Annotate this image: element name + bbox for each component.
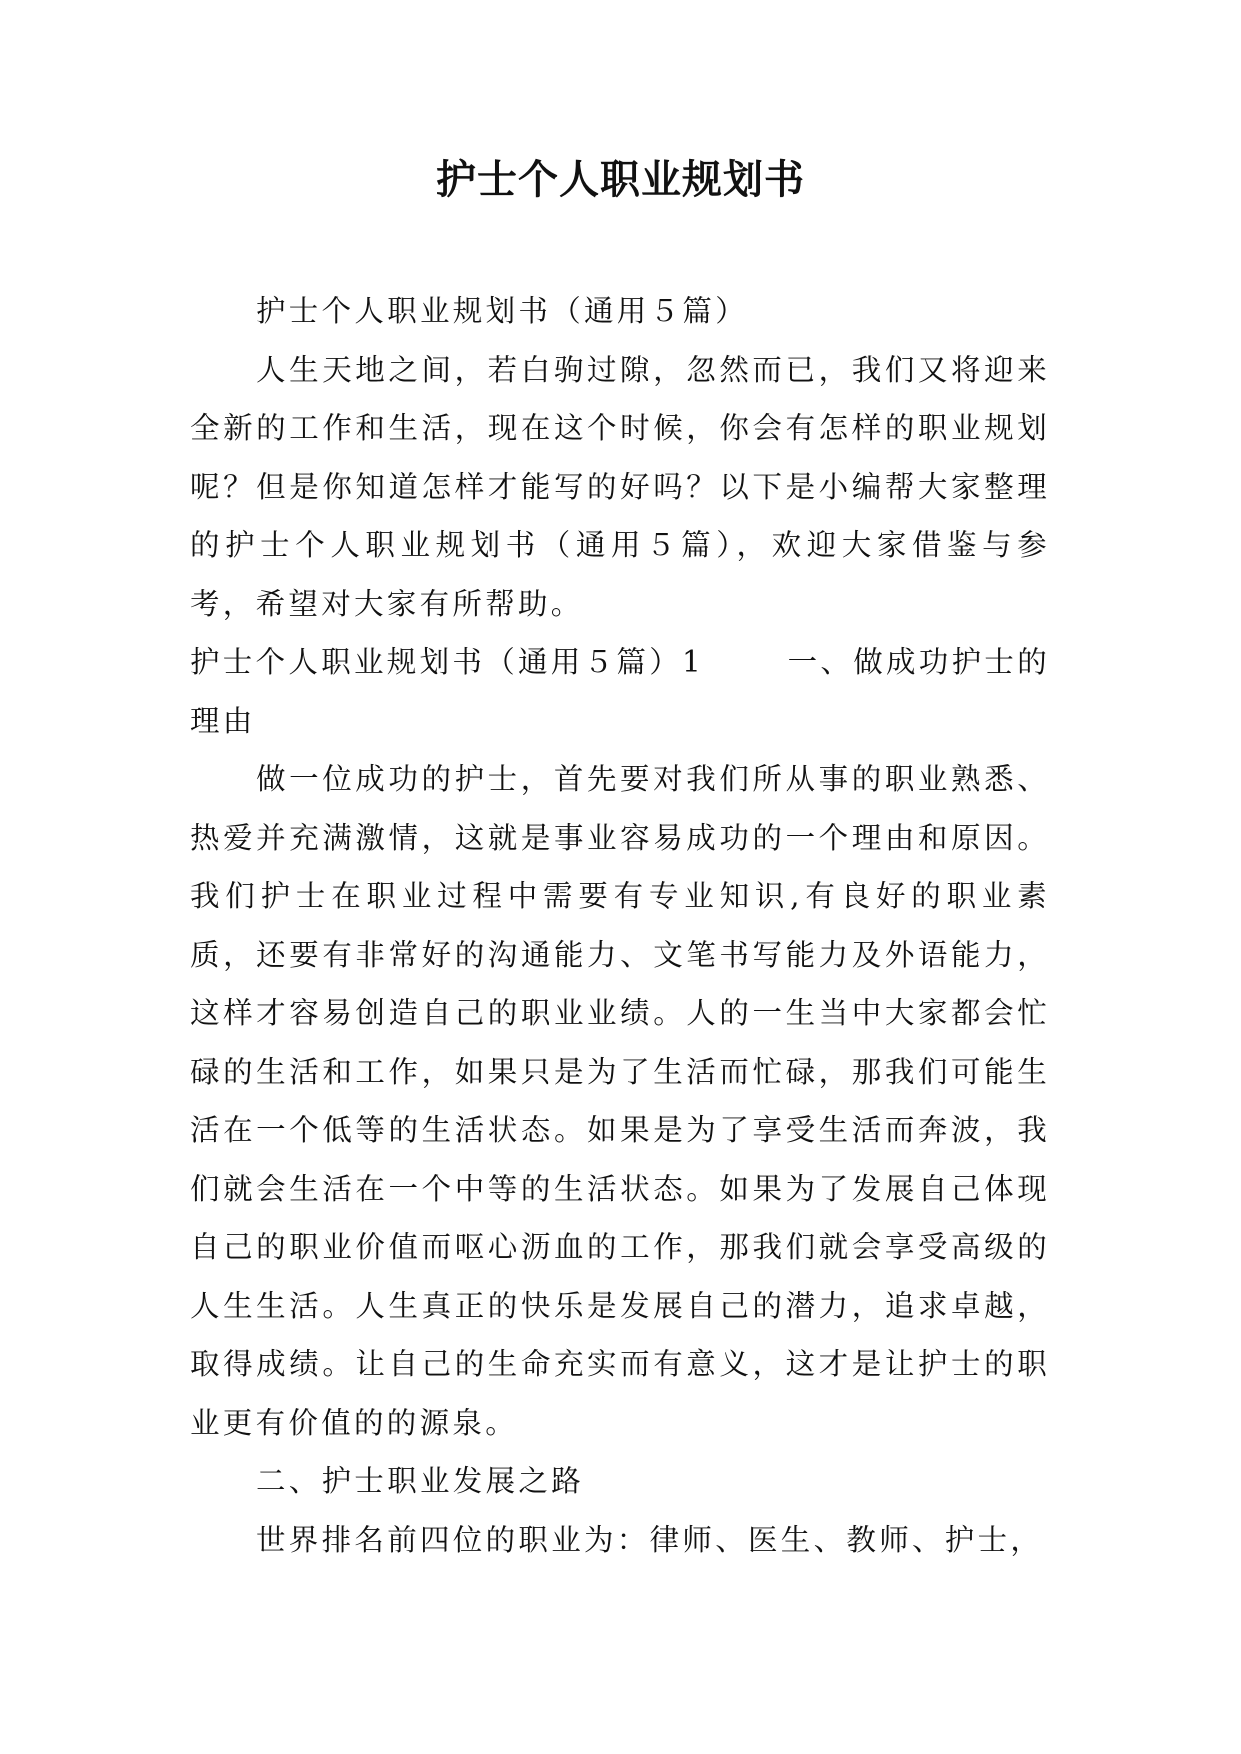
article-heading-row bbox=[190, 633, 1050, 692]
section1-heading-continued: 理由 bbox=[190, 703, 256, 738]
article-heading: 护士个人职业规划书（通用５篇）1 bbox=[190, 645, 705, 679]
section2-heading: 二、护士职业发展之路 bbox=[256, 1464, 585, 1498]
section1-heading: 一、做成功护士的 bbox=[787, 645, 1050, 679]
document-body bbox=[190, 282, 1050, 1569]
document-title: 护士个人职业规划书 bbox=[436, 156, 805, 203]
section1-paragraph: 做一位成功的护士，首先要对我们所从事的职业熟悉、热爱并充满激情，这就是事业容易成功的一个理由和原因。我们护士在职业过程中需要有专业知识,有良好的职业素质，还要有非常好的沟通能力、文笔书写能力及外语能力，这样才容易创造自己的职业业绩。人的一生当中大家都会忙碌的生活和工作，如果只是为了生活而忙碌，那我们可能生活在一个低等的生活状态。如果是为了享受生活而奔波，我们就会生活在一个中等的生活状态。如果为了发展自己体现自己的职业价值而呕心沥血的工作，那我们就会享受高级的人生生活。人生真正的快乐是发展自己的潜力，追求卓越，取得成绩。让自己的生命充实而有意义，这才是让护士的职业更有价值的的源泉。 bbox=[190, 762, 1050, 1440]
document-subtitle: 护士个人职业规划书（通用５篇） bbox=[256, 294, 749, 328]
section2-paragraph: 世界排名前四位的职业为：律师、医生、教师、护士， bbox=[256, 1522, 1044, 1557]
intro-paragraph: 人生天地之间，若白驹过隙，忽然而已，我们又将迎来全新的工作和生活，现在这个时候，你会有怎样的职业规划呢？但是你知道怎样才能写的好吗？以下是小编帮大家整理的护士个人职业规划书（通用５篇），欢迎大家借鉴与参考，希望对大家有所帮助。 bbox=[190, 352, 1050, 621]
